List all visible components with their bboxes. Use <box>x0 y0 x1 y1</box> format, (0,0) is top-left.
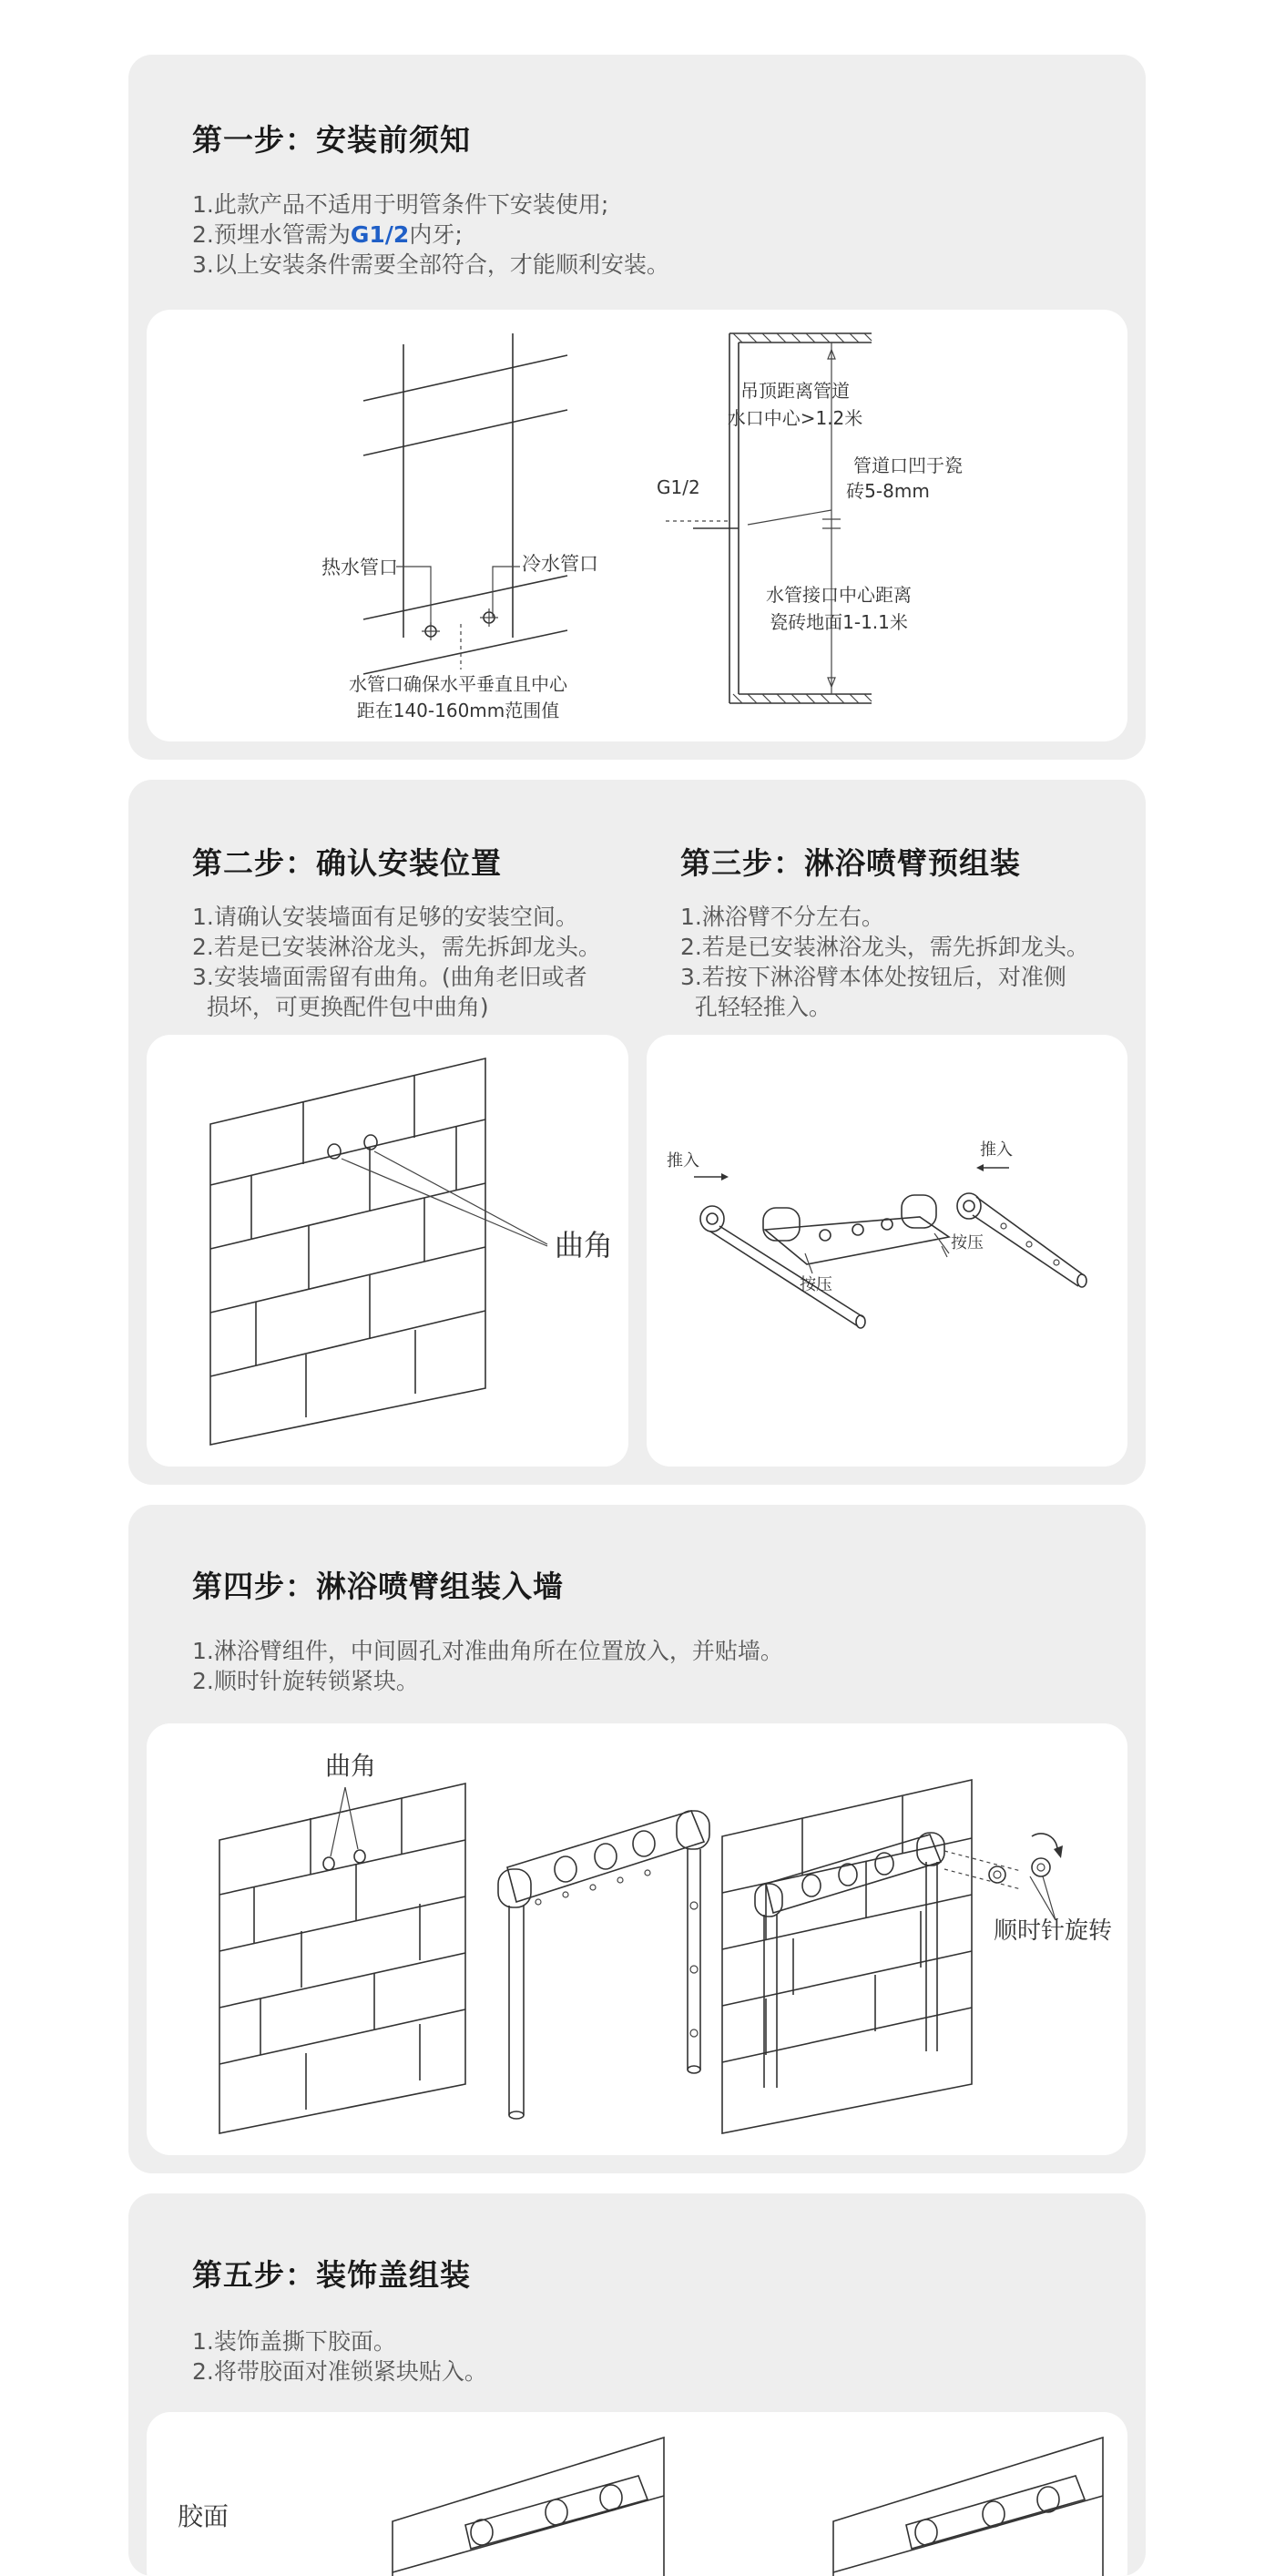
step2-instructions <box>192 902 601 1022</box>
step3-line3a: 3.若按下淋浴臂本体处按钮后，对准侧 <box>680 964 1066 990</box>
step4-instructions <box>192 1636 783 1696</box>
step2-line3a: 3.安装墙面需留有曲角。(曲角老旧或者 <box>192 964 587 990</box>
step4-line2: 2.顺时针旋转锁紧块。 <box>192 1668 419 1694</box>
installed-arm-drawing <box>722 1780 1063 2133</box>
step1-g12-highlight: G1/2 <box>350 221 410 248</box>
step4-title: 第四步：淋浴喷臂组装入墙 <box>192 1569 564 1604</box>
ceiling-note-line2: 水口中心>1.2米 <box>727 407 863 429</box>
step3-diagram-panel <box>647 1035 1127 1467</box>
ceiling-note-line1: 吊顶距离管道 <box>740 380 850 402</box>
step3-instructions <box>680 902 1089 1022</box>
step2-line1: 1.请确认安装墙面有足够的安装空间。 <box>192 904 578 930</box>
adhesive-label: 胶面 <box>178 2501 230 2531</box>
push-right-label: 推入 <box>980 1140 1013 1160</box>
step1-diagram <box>147 310 1127 741</box>
step5-title: 第五步：装饰盖组装 <box>192 2257 471 2293</box>
step2-line2: 2.若是已安装淋浴龙头，需先拆卸龙头。 <box>192 934 601 960</box>
step1-line3: 3.以上安装条件需要全部符合，才能顺利安装。 <box>192 251 669 278</box>
step4-diagram-panel <box>147 1723 1127 2155</box>
step4-line1: 1.淋浴臂组件，中间圆孔对准曲角所在位置放入，并贴墙。 <box>192 1638 783 1664</box>
spacing-note-line2: 距在140-160mm范围值 <box>356 700 560 721</box>
hot-outlet-label: 热水管口 <box>321 557 398 578</box>
step1-instructions <box>192 189 669 280</box>
step2-diagram <box>147 1035 628 1467</box>
press-label-2: 按压 <box>951 1233 984 1252</box>
push-left-label: 推入 <box>667 1151 699 1170</box>
clockwise-label: 顺时针旋转 <box>994 1917 1113 1945</box>
lock-block-2 <box>1032 1858 1050 1876</box>
step5-diagram <box>147 2412 1127 2576</box>
step3-diagram <box>647 1035 1127 1467</box>
recess-note-line2: 砖5-8mm <box>846 480 930 502</box>
step4-elbow-label: 曲角 <box>325 1751 377 1781</box>
step1-line2-pre: 2.预埋水管需为 <box>192 221 351 248</box>
arm-assembly-drawing <box>498 1811 709 2119</box>
spacing-note-line1: 水管口确保水平垂直且中心 <box>349 673 567 695</box>
step4-card <box>128 1505 1146 2173</box>
step1-diagram-panel <box>147 310 1127 741</box>
floor-note-line2: 瓷砖地面1-1.1米 <box>770 611 908 633</box>
step2-line3b: 损坏，可更换配件包中曲角) <box>192 994 489 1020</box>
step1-title: 第一步：安装前须知 <box>192 122 471 158</box>
g12-label: G1/2 <box>657 476 700 498</box>
step3-line1: 1.淋浴臂不分左右。 <box>680 904 884 930</box>
step1-line1: 1.此款产品不适用于明管条件下安装使用; <box>192 191 609 218</box>
step5-line2: 2.将带胶面对准锁紧块贴入。 <box>192 2358 487 2385</box>
step4-diagram <box>147 1723 1127 2155</box>
floor-note-line1: 水管接口中心距离 <box>766 584 912 606</box>
step5-card <box>128 2193 1146 2576</box>
pipe-spacing-drawing <box>363 333 567 674</box>
step5-instructions <box>192 2326 487 2387</box>
elbow-left <box>328 1144 341 1159</box>
press-label-1: 按压 <box>800 1275 832 1294</box>
step3-line3b: 孔轻轻推入。 <box>680 994 831 1020</box>
shower-arm-drawing <box>694 1164 1086 1328</box>
elbow-label: 曲角 <box>555 1228 614 1262</box>
wall-with-elbows-drawing <box>219 1784 465 2133</box>
step1-card <box>128 55 1146 760</box>
lock-block-1 <box>989 1866 1005 1883</box>
step2-diagram-panel <box>147 1035 628 1467</box>
step3-line2: 2.若是已安装淋浴龙头，需先拆卸龙头。 <box>680 934 1089 960</box>
cold-outlet-label: 冷水管口 <box>522 553 598 575</box>
tiled-wall-drawing <box>210 1058 547 1445</box>
recess-note-line1: 管道口凹于瓷 <box>853 455 963 476</box>
step1-line2 <box>192 220 669 250</box>
step3-title: 第三步：淋浴喷臂预组装 <box>680 845 1021 881</box>
step2-3-card <box>128 780 1146 1485</box>
step5-diagram-panel <box>147 2412 1127 2576</box>
cover-assembly-drawing <box>393 2438 1103 2576</box>
step5-line1: 1.装饰盖撕下胶面。 <box>192 2328 396 2355</box>
step1-line2-post: 内牙; <box>409 221 463 248</box>
step2-title: 第二步：确认安装位置 <box>192 845 502 881</box>
